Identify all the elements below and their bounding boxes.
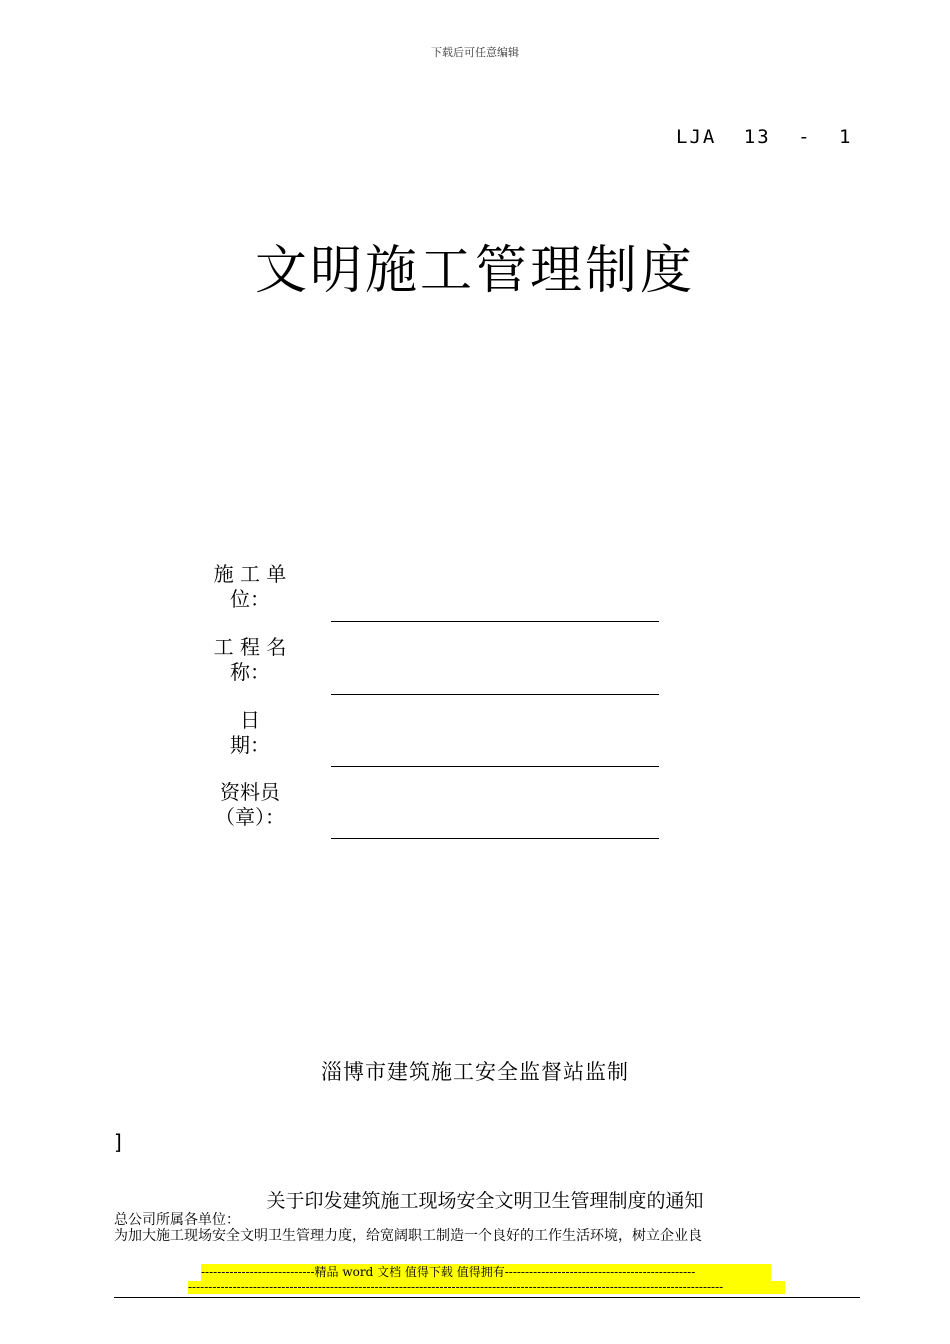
notice-title: 关于印发建筑施工现场安全文明卫生管理制度的通知 [266,1190,704,1212]
bottom-rule [114,1297,860,1298]
header-note: 下载后可任意编辑 [431,46,519,59]
document-code: LJA 13 - 1 [676,126,853,148]
project-name-field-line [331,694,659,695]
recipient-line: 总公司所属各单位： [114,1212,240,1228]
footer-dash-line: ------------------------------------------------------------------------------------------------------------------------------------ [188,1281,785,1294]
footer-banner: ----------------------------精品 word 文档 值得下载 值得拥有----------------------------------------------- [201,1264,771,1281]
construction-unit-label: 施 工 单 位： [213,562,287,611]
issuer-line: 淄博市建筑施工安全监督站监制 [321,1060,629,1084]
project-name-label: 工 程 名 称： [213,635,287,684]
body-paragraph: 为加大施工现场安全文明卫生管理力度，给宽阔职工制造一个良好的工作生活环境，树立企业良 [114,1228,702,1244]
construction-unit-field-line [331,621,659,622]
archivist-stamp-field-line [331,838,659,839]
date-label: 日 期： [230,708,270,757]
date-field-line [331,766,659,767]
archivist-stamp-label: 资料员（章）： [215,780,285,829]
cover-title: 文明施工管理制度 [254,241,695,301]
stray-bracket: ] [114,1130,122,1154]
